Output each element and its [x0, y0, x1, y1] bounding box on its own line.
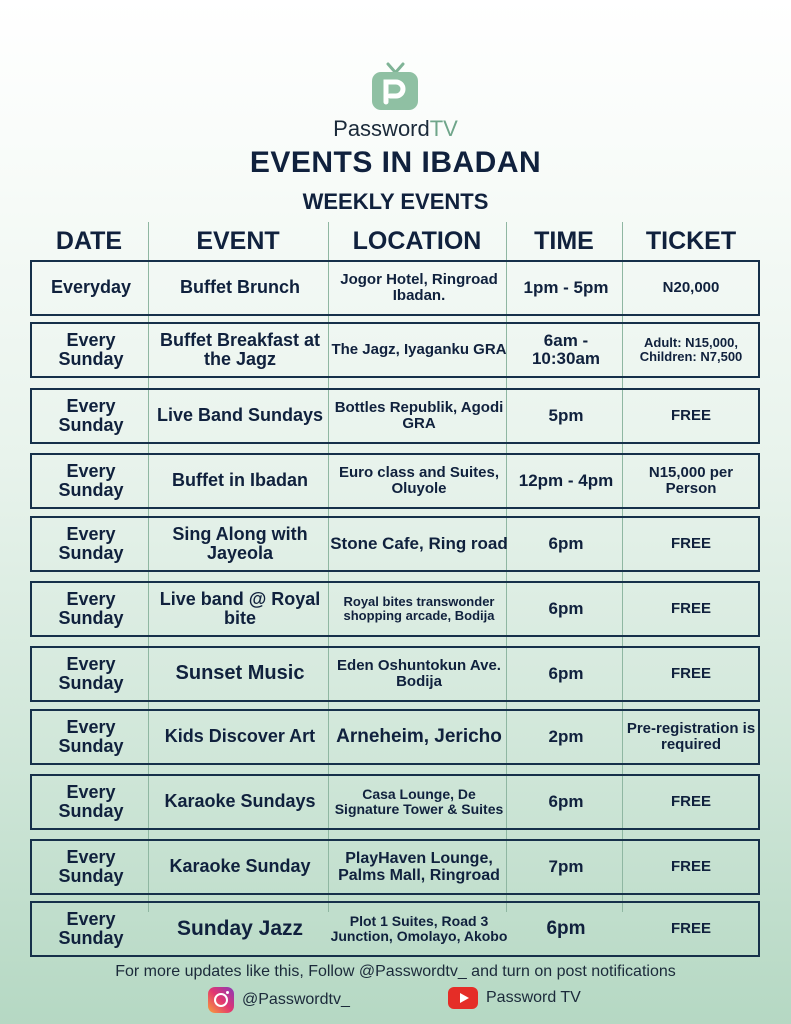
cell-location: Royal bites transwonder shopping arcade, Bodija [343, 593, 495, 623]
cell-ticket: FREE [670, 406, 711, 424]
tv-logo-icon [370, 62, 420, 114]
cell-event: Live band @ Royal bite [159, 588, 321, 628]
cell-event: Karaoke Sunday [169, 856, 311, 877]
cell-location: Arneheim, Jericho [336, 725, 502, 747]
cell-location: Jogor Hotel, Ringroad Ibadan. [340, 270, 498, 304]
cell-ticket: FREE [670, 599, 711, 617]
table-row [30, 581, 760, 637]
instagram-icon [208, 987, 234, 1013]
cell-time: 6pm [548, 598, 584, 618]
cell-event: Sunday Jazz [176, 916, 304, 940]
header-location: LOCATION [352, 226, 482, 255]
header-time: TIME [534, 226, 594, 255]
cell-time: 7pm [548, 856, 584, 876]
youtube-channel[interactable] [448, 987, 581, 1009]
cell-event: Buffet Brunch [180, 277, 300, 298]
instagram-handle[interactable] [208, 987, 350, 1013]
cell-date: Every Sunday [58, 588, 124, 628]
cell-time: 6pm [548, 791, 584, 811]
header-date: DATE [55, 226, 123, 255]
table-row [30, 516, 760, 572]
table-row [30, 774, 760, 830]
table-row [30, 453, 760, 509]
cell-location: Plot 1 Suites, Road 3 Junction, Omolayo, Akobo [330, 912, 508, 944]
cell-time: 5pm [548, 405, 584, 425]
cell-date: Every Sunday [58, 781, 124, 821]
cell-location: Euro class and Suites, Oluyole [338, 463, 500, 497]
cell-time: 2pm [548, 726, 584, 746]
cell-event: Kids Discover Art [164, 726, 316, 747]
cell-ticket: FREE [670, 919, 711, 937]
table-row [30, 901, 760, 957]
cell-date: Every Sunday [58, 460, 124, 500]
cell-date: Every Sunday [58, 523, 124, 563]
cell-location: Casa Lounge, De Signature Tower & Suites [334, 785, 504, 817]
page-title: EVENTS IN IBADAN [249, 146, 542, 179]
cell-location: Bottles Republik, Agodi GRA [334, 398, 504, 432]
table-row [30, 260, 760, 316]
cell-date: Every Sunday [58, 329, 124, 369]
cell-ticket: Adult: N15,000, Children: N7,500 [639, 334, 743, 364]
page-subtitle: WEEKLY EVENTS [302, 189, 489, 214]
cell-date: Every Sunday [58, 653, 124, 693]
cell-time: 6pm [546, 917, 586, 939]
table-row [30, 839, 760, 895]
cell-event: Live Band Sundays [156, 405, 324, 426]
brand-name [0, 116, 791, 142]
cell-location: Stone Cafe, Ring road [330, 533, 508, 553]
cell-ticket: N20,000 [662, 278, 720, 296]
cell-date: Every Sunday [58, 395, 124, 435]
cell-ticket: Pre-registration is required [626, 719, 756, 753]
instagram-label: @Passwordtv_ [242, 991, 350, 1008]
cell-event: Sing Along with Jayeola [172, 523, 308, 563]
cell-event: Buffet Breakfast at the Jagz [159, 329, 321, 369]
brand-name-part2: TV [429, 116, 458, 141]
cell-event: Buffet in Ibadan [172, 470, 308, 491]
footer-text: For more updates like this, Follow @Passwordtv_ and turn on post notifications [115, 963, 676, 980]
cell-date: Everyday [50, 277, 132, 298]
brand-name-part1: Password [333, 116, 430, 141]
cell-ticket: FREE [670, 857, 711, 875]
youtube-icon [448, 987, 478, 1009]
cell-date: Every Sunday [58, 716, 124, 756]
cell-time: 12pm - 4pm [518, 470, 614, 490]
cell-event: Karaoke Sundays [164, 791, 316, 812]
table-row [30, 646, 760, 702]
cell-time: 6pm [548, 533, 584, 553]
header-event: EVENT [196, 226, 280, 255]
cell-ticket: FREE [670, 534, 711, 552]
cell-time: 6pm [548, 663, 584, 683]
cell-date: Every Sunday [58, 908, 124, 948]
cell-date: Every Sunday [58, 846, 124, 886]
cell-ticket: FREE [670, 792, 711, 810]
table-row [30, 388, 760, 444]
youtube-label: Password TV [486, 989, 581, 1006]
table-row [30, 322, 760, 378]
cell-location: The Jagz, Iyaganku GRA [331, 340, 507, 358]
cell-ticket: FREE [670, 664, 711, 682]
header-ticket: TICKET [645, 226, 737, 255]
cell-ticket: N15,000 per Person [648, 463, 734, 497]
cell-location: PlayHaven Lounge, Palms Mall, Ringroad [338, 849, 500, 884]
cell-time: 1pm - 5pm [523, 277, 609, 297]
cell-location: Eden Oshuntokun Ave. Bodija [337, 656, 501, 690]
cell-event: Sunset Music [175, 662, 305, 685]
table-row [30, 709, 760, 765]
cell-time: 6am - 10:30am [531, 330, 601, 368]
